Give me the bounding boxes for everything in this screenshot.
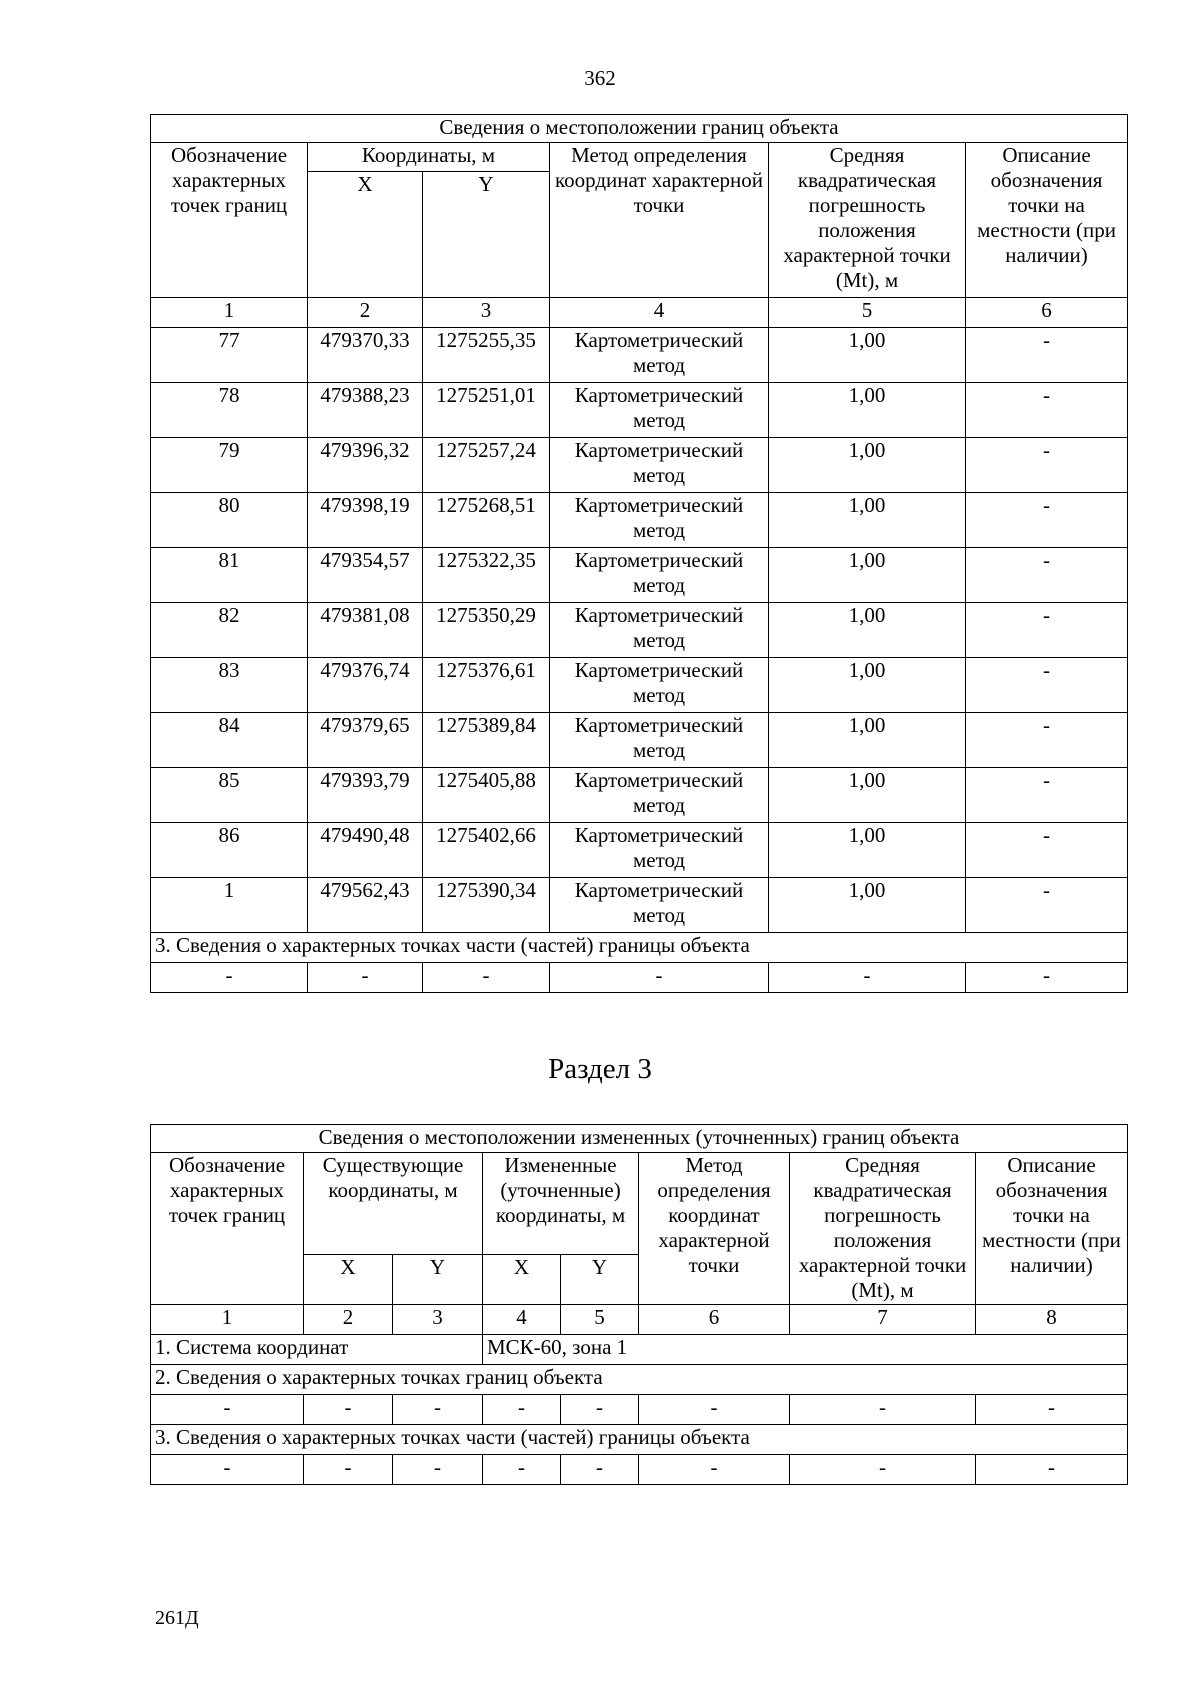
coord-system-value: МСК-60, зона 1 — [483, 1335, 1128, 1365]
error-cell: 1,00 — [769, 823, 966, 878]
description-cell: - — [966, 768, 1128, 823]
empty-cell: - — [151, 963, 308, 993]
point-cell: 78 — [151, 383, 308, 438]
column-number: 6 — [639, 1305, 790, 1335]
coord-system-label: 1. Система координат — [151, 1335, 483, 1365]
table-row — [151, 603, 1128, 658]
y-coordinate-cell: 1275402,66 — [423, 823, 550, 878]
header-coordinates: Координаты, м — [308, 143, 550, 172]
empty-cell: - — [393, 1455, 483, 1485]
method-cell: Картометрический метод — [550, 438, 769, 493]
method-cell: Картометрический метод — [550, 878, 769, 933]
point-cell: 84 — [151, 713, 308, 768]
header-description: Описание обозначения точки на местности (при наличии) — [966, 143, 1128, 298]
page-number: 362 — [584, 66, 616, 90]
section-title: Раздел 3 — [548, 1053, 652, 1085]
method-cell: Картометрический метод — [550, 768, 769, 823]
empty-cell: - — [393, 1395, 483, 1425]
empty-cell: - — [483, 1455, 561, 1485]
header-changed-coordinates: Измененные (уточненные) координаты, м — [483, 1153, 639, 1255]
table-row — [151, 768, 1128, 823]
column-number: 5 — [769, 298, 966, 328]
document-code: 261Д — [155, 1607, 199, 1629]
empty-cell: - — [550, 963, 769, 993]
method-cell: Картометрический метод — [550, 328, 769, 383]
method-cell: Картометрический метод — [550, 548, 769, 603]
description-cell: - — [966, 493, 1128, 548]
description-cell: - — [966, 383, 1128, 438]
error-cell: 1,00 — [769, 878, 966, 933]
method-cell: Картометрический метод — [550, 713, 769, 768]
section-2-label: 2. Сведения о характерных точках границ объекта — [151, 1365, 1128, 1395]
error-cell: 1,00 — [769, 493, 966, 548]
empty-cell: - — [304, 1455, 393, 1485]
section-3-label: 3. Сведения о характерных точках части (частей) границы объекта — [151, 933, 1128, 963]
y-coordinate-cell: 1275255,35 — [423, 328, 550, 383]
x-coordinate-cell: 479393,79 — [308, 768, 423, 823]
table-title: Сведения о местоположении измененных (уточненных) границ объекта — [151, 1125, 1128, 1153]
description-cell: - — [966, 328, 1128, 383]
section-3-label: 3. Сведения о характерных точках части (частей) границы объекта — [151, 1425, 1128, 1455]
header-x: X — [308, 172, 423, 298]
column-number: 6 — [966, 298, 1128, 328]
y-coordinate-cell: 1275350,29 — [423, 603, 550, 658]
empty-cell: - — [976, 1395, 1128, 1425]
y-coordinate-cell: 1275405,88 — [423, 768, 550, 823]
x-coordinate-cell: 479354,57 — [308, 548, 423, 603]
x-coordinate-cell: 479381,08 — [308, 603, 423, 658]
header-error: Средняя квадратическая погрешность положения характерной точки (Mt), м — [790, 1153, 976, 1305]
empty-cell: - — [423, 963, 550, 993]
y-coordinate-cell: 1275257,24 — [423, 438, 550, 493]
header-y: Y — [423, 172, 550, 298]
x-coordinate-cell: 479396,32 — [308, 438, 423, 493]
x-coordinate-cell: 479370,33 — [308, 328, 423, 383]
table-title: Сведения о местоположении границ объекта — [151, 115, 1128, 143]
error-cell: 1,00 — [769, 603, 966, 658]
table-row — [151, 548, 1128, 603]
x-coordinate-cell: 479376,74 — [308, 658, 423, 713]
header-method: Метод определения координат характерной точки — [550, 143, 769, 298]
method-cell: Картометрический метод — [550, 603, 769, 658]
description-cell: - — [966, 658, 1128, 713]
empty-cell: - — [639, 1395, 790, 1425]
header-changed-y: Y — [561, 1255, 639, 1305]
table-row — [151, 438, 1128, 493]
point-cell: 79 — [151, 438, 308, 493]
error-cell: 1,00 — [769, 658, 966, 713]
empty-cell: - — [639, 1455, 790, 1485]
header-error: Средняя квадратическая погрешность положения характерной точки (Mt), м — [769, 143, 966, 298]
table-row — [151, 878, 1128, 933]
column-number: 4 — [483, 1305, 561, 1335]
description-cell: - — [966, 438, 1128, 493]
error-cell: 1,00 — [769, 328, 966, 383]
column-number: 1 — [151, 1305, 304, 1335]
header-existing-x: X — [304, 1255, 393, 1305]
description-cell: - — [966, 548, 1128, 603]
empty-cell: - — [151, 1455, 304, 1485]
column-number: 3 — [393, 1305, 483, 1335]
header-method: Метод определения координат характерной точки — [639, 1153, 790, 1305]
x-coordinate-cell: 479388,23 — [308, 383, 423, 438]
empty-cell: - — [304, 1395, 393, 1425]
point-cell: 81 — [151, 548, 308, 603]
empty-cell: - — [561, 1455, 639, 1485]
empty-cell: - — [966, 963, 1128, 993]
description-cell: - — [966, 603, 1128, 658]
empty-cell: - — [483, 1395, 561, 1425]
error-cell: 1,00 — [769, 713, 966, 768]
y-coordinate-cell: 1275322,35 — [423, 548, 550, 603]
header-description: Описание обозначения точки на местности (при наличии) — [976, 1153, 1128, 1305]
description-cell: - — [966, 878, 1128, 933]
column-number: 7 — [790, 1305, 976, 1335]
column-number: 2 — [304, 1305, 393, 1335]
x-coordinate-cell: 479562,43 — [308, 878, 423, 933]
changed-boundary-table — [150, 1124, 1128, 1485]
y-coordinate-cell: 1275268,51 — [423, 493, 550, 548]
point-cell: 85 — [151, 768, 308, 823]
header-changed-x: X — [483, 1255, 561, 1305]
point-cell: 83 — [151, 658, 308, 713]
error-cell: 1,00 — [769, 768, 966, 823]
boundary-table — [150, 114, 1128, 993]
method-cell: Картометрический метод — [550, 823, 769, 878]
empty-cell: - — [790, 1455, 976, 1485]
error-cell: 1,00 — [769, 438, 966, 493]
empty-cell: - — [151, 1395, 304, 1425]
empty-cell: - — [790, 1395, 976, 1425]
point-cell: 80 — [151, 493, 308, 548]
header-existing-coordinates: Существующие координаты, м — [304, 1153, 483, 1255]
table-row — [151, 713, 1128, 768]
x-coordinate-cell: 479490,48 — [308, 823, 423, 878]
description-cell: - — [966, 713, 1128, 768]
table-row — [151, 658, 1128, 713]
point-cell: 77 — [151, 328, 308, 383]
column-number: 5 — [561, 1305, 639, 1335]
column-number: 8 — [976, 1305, 1128, 1335]
table-row — [151, 383, 1128, 438]
x-coordinate-cell: 479379,65 — [308, 713, 423, 768]
y-coordinate-cell: 1275390,34 — [423, 878, 550, 933]
y-coordinate-cell: 1275251,01 — [423, 383, 550, 438]
empty-cell: - — [769, 963, 966, 993]
y-coordinate-cell: 1275376,61 — [423, 658, 550, 713]
x-coordinate-cell: 479398,19 — [308, 493, 423, 548]
method-cell: Картометрический метод — [550, 493, 769, 548]
point-cell: 86 — [151, 823, 308, 878]
table-row — [151, 493, 1128, 548]
header-existing-y: Y — [393, 1255, 483, 1305]
method-cell: Картометрический метод — [550, 658, 769, 713]
error-cell: 1,00 — [769, 383, 966, 438]
header-point-designation: Обозначение характерных точек границ — [151, 143, 308, 298]
point-cell: 82 — [151, 603, 308, 658]
description-cell: - — [966, 823, 1128, 878]
method-cell: Картометрический метод — [550, 383, 769, 438]
y-coordinate-cell: 1275389,84 — [423, 713, 550, 768]
empty-cell: - — [308, 963, 423, 993]
header-point-designation: Обозначение характерных точек границ — [151, 1153, 304, 1305]
column-number: 3 — [423, 298, 550, 328]
empty-cell: - — [976, 1455, 1128, 1485]
column-number: 2 — [308, 298, 423, 328]
table-row — [151, 328, 1128, 383]
column-number: 1 — [151, 298, 308, 328]
error-cell: 1,00 — [769, 548, 966, 603]
column-number: 4 — [550, 298, 769, 328]
empty-cell: - — [561, 1395, 639, 1425]
point-cell: 1 — [151, 878, 308, 933]
table-row — [151, 823, 1128, 878]
